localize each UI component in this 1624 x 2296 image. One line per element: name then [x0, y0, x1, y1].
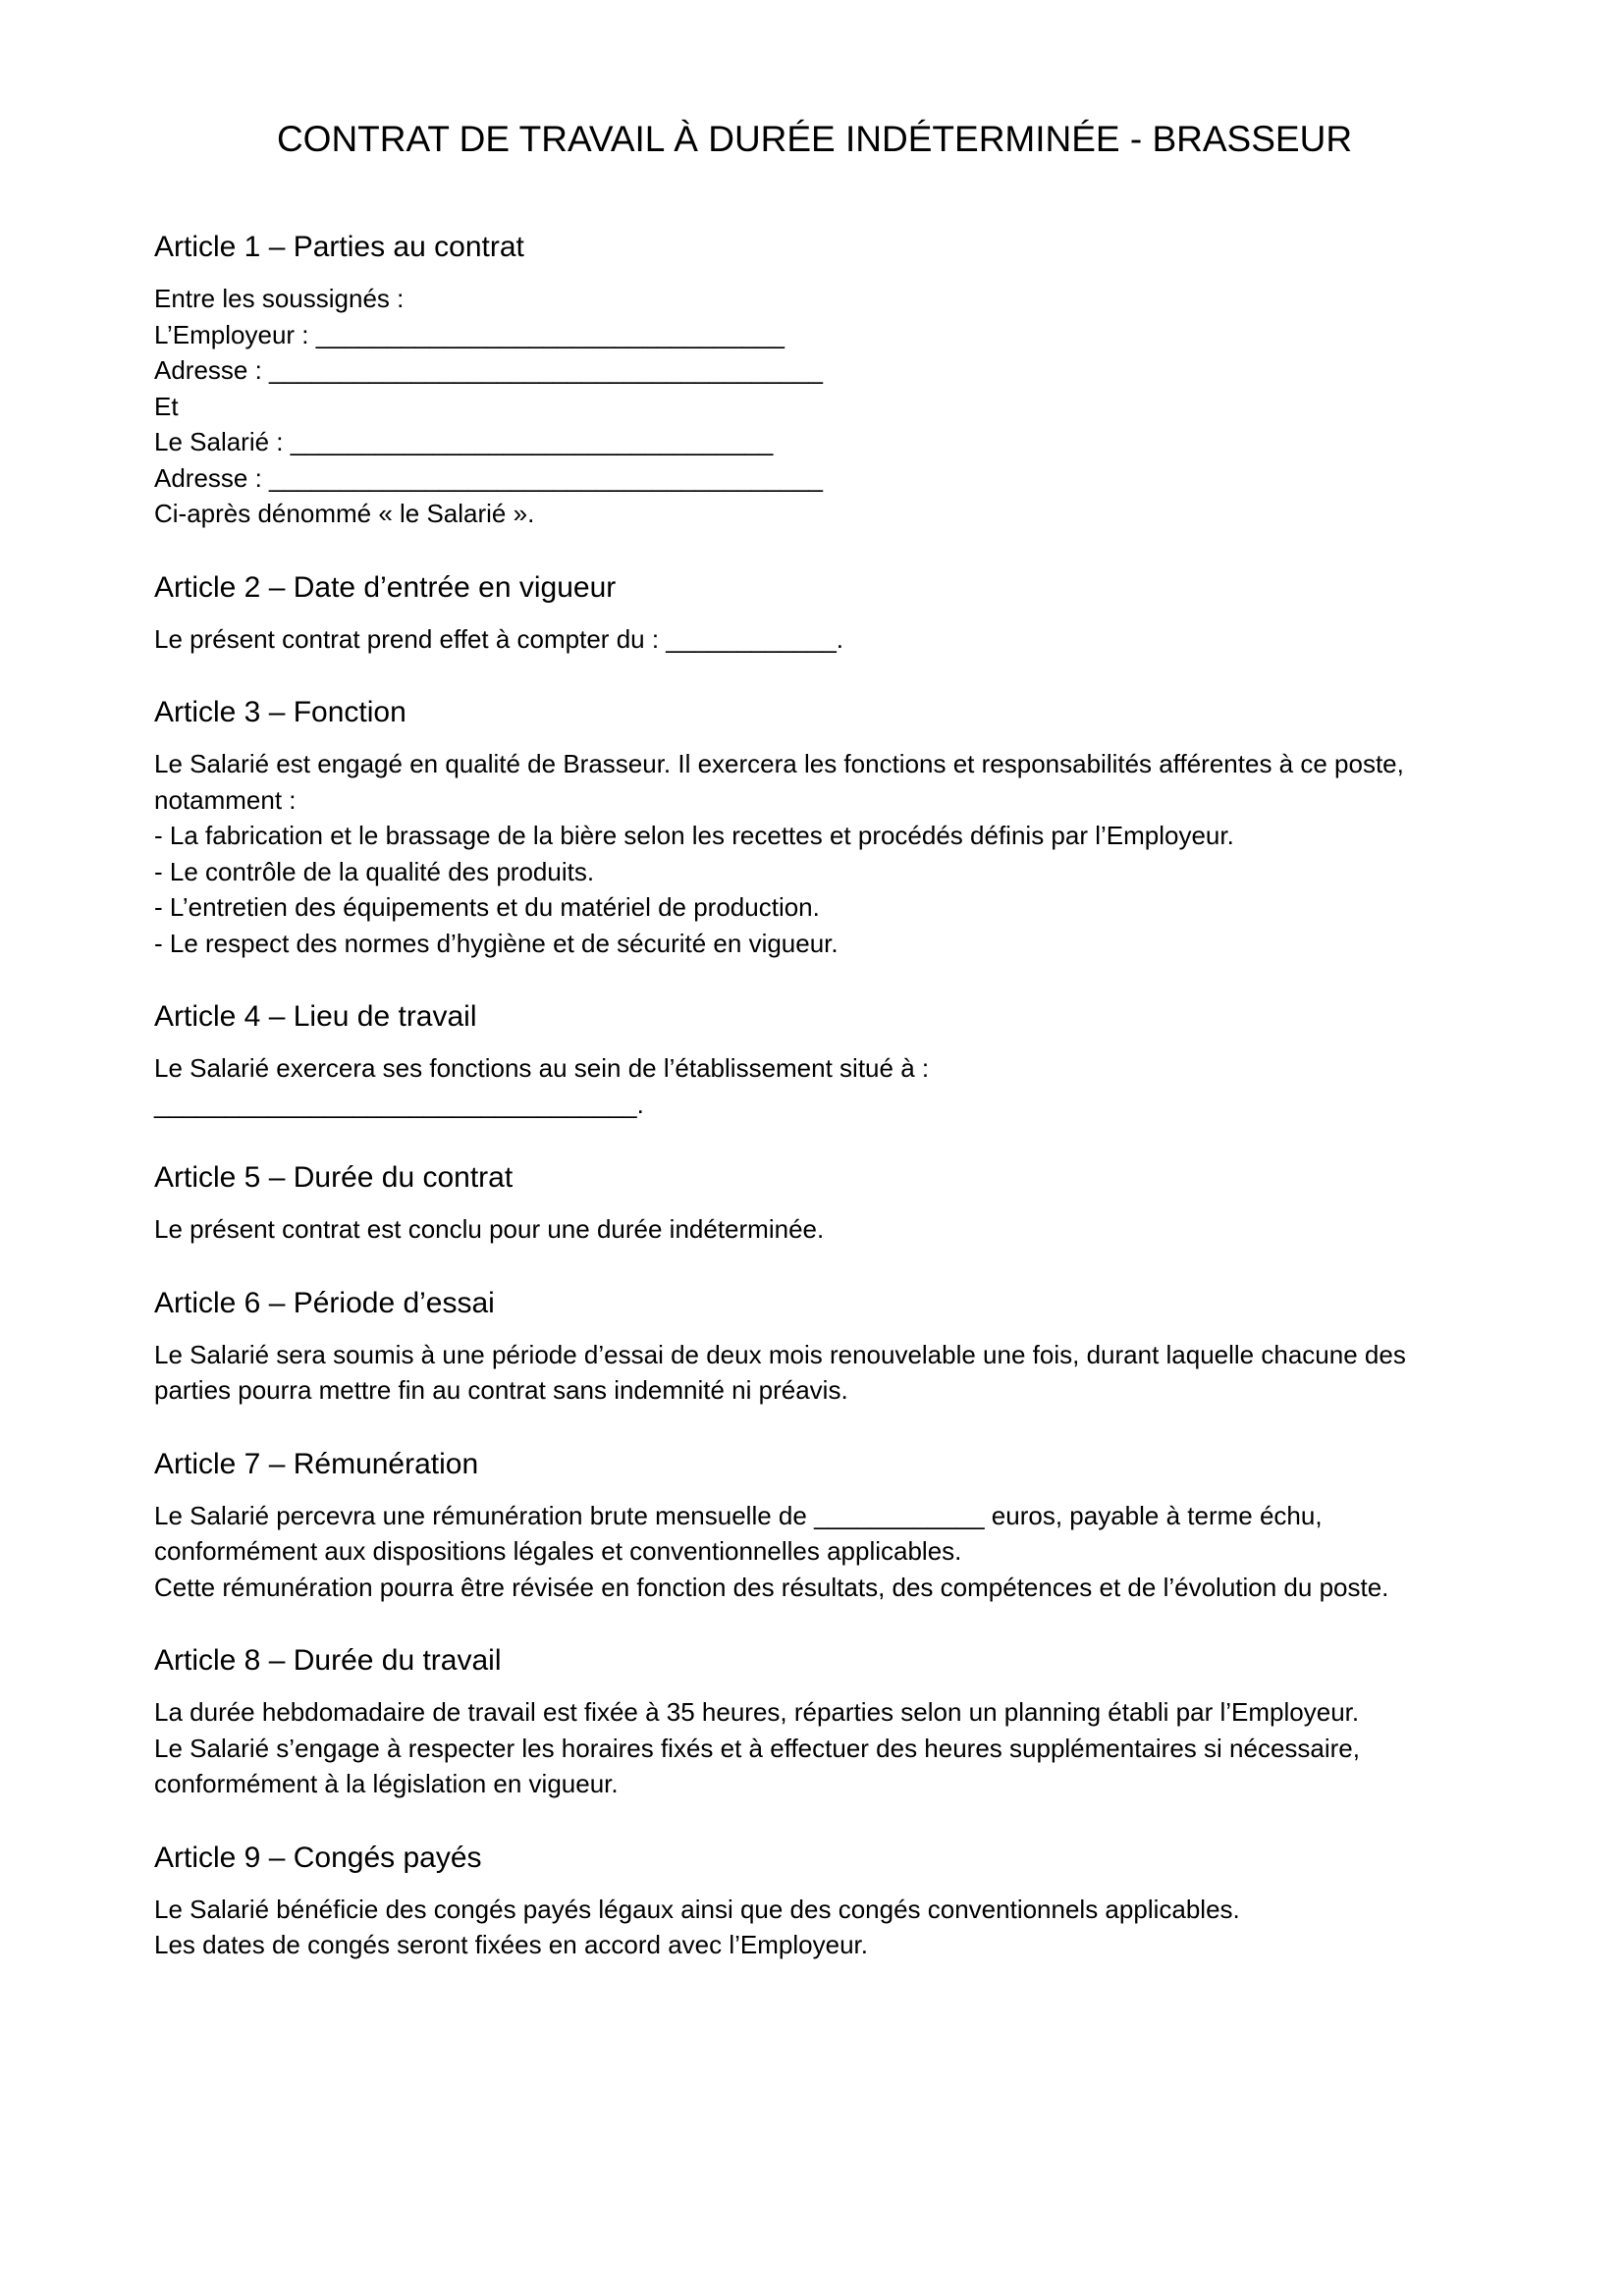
- text-line: Adresse : _______________________________________: [154, 355, 823, 386]
- section-heading: Article 1 – Parties au contrat: [154, 231, 524, 264]
- contract-section-8: [154, 1643, 1475, 1802]
- section-heading: Article 8 – Durée du travail: [154, 1644, 502, 1678]
- text-line: Le présent contrat est conclu pour une durée indéterminée.: [154, 1214, 825, 1245]
- text-line: Le Salarié percevra une rémunération brute mensuelle de ____________ euros, payable à terme échu, conformément aux dispositions légales et conventionnelles applicables.: [154, 1500, 1323, 1567]
- text-line: Le Salarié sera soumis à une période d’essai de deux mois renouvelable une fois, durant laquelle chacune des parties pourra mettre fin au contrat sans indemnité ni préavis.: [154, 1339, 1406, 1406]
- text-line: Le Salarié : __________________________________: [154, 427, 774, 457]
- section-body: [154, 1892, 1475, 1963]
- section-heading: Article 9 – Congés payés: [154, 1841, 482, 1874]
- contract-section-1: [154, 230, 1475, 532]
- text-line: - L’entretien des équipements et du matériel de production.: [154, 892, 820, 923]
- section-heading: Article 2 – Date d’entrée en vigueur: [154, 570, 617, 604]
- section-heading: Article 5 – Durée du contrat: [154, 1161, 514, 1195]
- contract-section-6: [154, 1286, 1475, 1409]
- section-body: [154, 281, 1475, 532]
- text-line: Ci-après dénommé « le Salarié ».: [154, 499, 535, 529]
- text-line: Le présent contrat prend effet à compter du : ____________.: [154, 623, 844, 654]
- text-line: Les dates de congés seront fixées en accord avec l’Employeur.: [154, 1930, 868, 1960]
- contract-section-4: [154, 999, 1475, 1122]
- text-line: - La fabrication et le brassage de la bière selon les recettes et procédés définis par l’Employeur.: [154, 821, 1234, 851]
- document-title: CONTRAT DE TRAVAIL À DURÉE INDÉTERMINÉE - BRASSEUR: [276, 119, 1353, 159]
- section-body: [154, 1337, 1475, 1409]
- section-heading: Article 4 – Lieu de travail: [154, 1000, 477, 1034]
- section-body: [154, 1050, 1475, 1122]
- section-body: [154, 1498, 1475, 1606]
- text-line: __________________________________.: [154, 1089, 644, 1119]
- text-line: Entre les soussignés :: [154, 284, 405, 314]
- text-line: Le Salarié est engagé en qualité de Brasseur. Il exercera les fonctions et responsabilités afférentes à ce poste, notamment :: [154, 749, 1404, 815]
- contract-section-2: [154, 570, 1475, 658]
- text-line: - Le contrôle de la qualité des produits.: [154, 856, 595, 886]
- text-line: - Le respect des normes d’hygiène et de sécurité en vigueur.: [154, 928, 839, 958]
- text-line: L’Employeur : _________________________________: [154, 319, 785, 349]
- text-line: Le Salarié exercera ses fonctions au sein de l’établissement situé à :: [154, 1053, 930, 1084]
- contract-section-5: [154, 1160, 1475, 1248]
- contract-section-3: [154, 695, 1475, 961]
- text-line: Et: [154, 391, 179, 421]
- section-body: [154, 621, 1475, 658]
- section-heading: Article 6 – Période d’essai: [154, 1286, 495, 1319]
- section-body: [154, 1694, 1475, 1802]
- section-heading: Article 3 – Fonction: [154, 696, 406, 729]
- text-line: La durée hebdomadaire de travail est fixée à 35 heures, réparties selon un planning établi par l’Employeur.: [154, 1697, 1360, 1728]
- contract-section-9: [154, 1841, 1475, 1963]
- section-body: [154, 1211, 1475, 1248]
- contract-section-7: [154, 1447, 1475, 1606]
- text-line: Cette rémunération pourra être révisée en fonction des résultats, des compétences et de l’évolution du poste.: [154, 1572, 1389, 1602]
- text-line: Le Salarié s’engage à respecter les horaires fixés et à effectuer des heures supplémentaires si nécessaire, conformément à la législation en vigueur.: [154, 1733, 1360, 1799]
- section-body: [154, 746, 1475, 961]
- section-heading: Article 7 – Rémunération: [154, 1447, 479, 1480]
- contract-body: [154, 230, 1475, 1963]
- text-line: Le Salarié bénéficie des congés payés légaux ainsi que des congés conventionnels applicables.: [154, 1894, 1240, 1924]
- text-line: Adresse : _______________________________________: [154, 462, 823, 493]
